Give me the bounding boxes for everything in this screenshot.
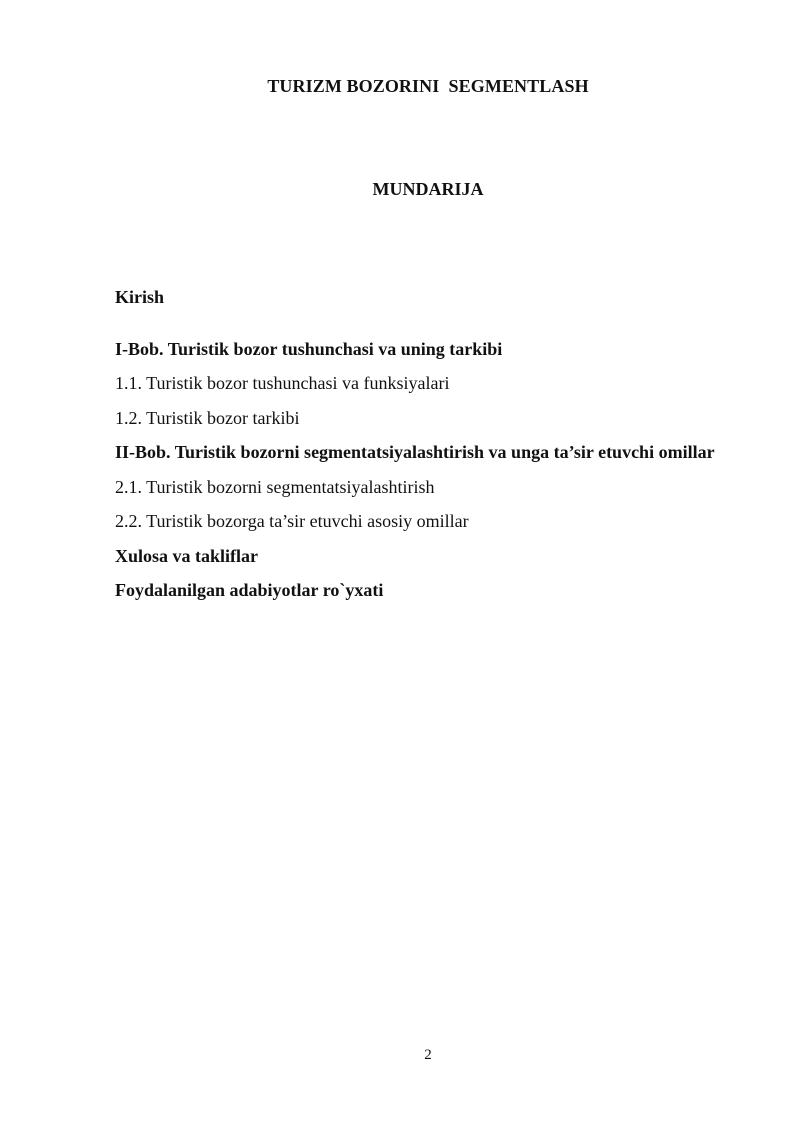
page-number: 2 <box>424 1047 432 1063</box>
toc-entry-section-2-2: 2.2. Turistik bozorga ta’sir etuvchi asosiy omillar <box>115 511 469 531</box>
toc-heading: MUNDARIJA <box>372 179 484 199</box>
document-title: TURIZM BOZORINI SEGMENTLASH <box>267 76 589 96</box>
toc-entry-section-1-2: 1.2. Turistik bozor tarkibi <box>115 407 300 428</box>
toc-entry-section-2-1: 2.1. Turistik bozorni segmentatsiyalashtirish <box>115 476 435 497</box>
toc-entry-chapter-1: I-Bob. Turistik bozor tushunchasi va uning tarkibi <box>115 338 503 359</box>
toc-entry-introduction: Kirish <box>115 287 165 307</box>
toc-entry-chapter-2: II-Bob. Turistik bozorni segmentatsiyalashtirish va unga ta’sir etuvchi omillar <box>115 442 715 462</box>
table-of-contents <box>115 280 742 608</box>
toc-entry-section-1-1: 1.1. Turistik bozor tushunchasi va funksiyalari <box>115 373 450 393</box>
toc-entry-references: Foydalanilgan adabiyotlar ro`yxati <box>115 580 384 600</box>
toc-entry-conclusion: Xulosa va takliflar <box>115 545 259 566</box>
